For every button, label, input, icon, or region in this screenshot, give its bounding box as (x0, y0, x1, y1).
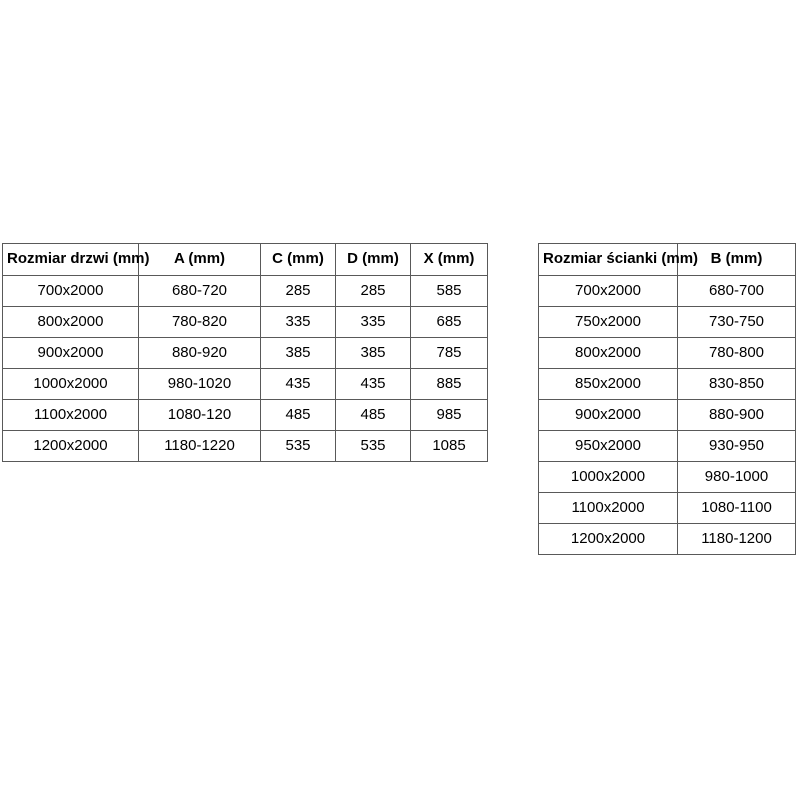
table-cell: 885 (411, 369, 488, 400)
table-cell: 785 (411, 338, 488, 369)
table-cell: 1080-120 (139, 400, 261, 431)
table-cell: 980-1000 (678, 462, 796, 493)
table-row (3, 431, 488, 462)
table-cell: 1200x2000 (3, 431, 139, 462)
table-cell: 385 (261, 338, 336, 369)
table-cell: 435 (261, 369, 336, 400)
table-cell: 800x2000 (539, 338, 678, 369)
table-cell: 700x2000 (539, 276, 678, 307)
table-cell: 1000x2000 (539, 462, 678, 493)
table-cell: 680-720 (139, 276, 261, 307)
table-cell: 680-700 (678, 276, 796, 307)
column-header: X (mm) (411, 244, 488, 276)
wall-sizes-table (538, 243, 796, 555)
table-cell: 1080-1100 (678, 493, 796, 524)
table-cell: 750x2000 (539, 307, 678, 338)
column-header: C (mm) (261, 244, 336, 276)
table-cell: 985 (411, 400, 488, 431)
table-cell: 700x2000 (3, 276, 139, 307)
table-row (539, 400, 796, 431)
table-cell: 980-1020 (139, 369, 261, 400)
table-row (539, 431, 796, 462)
table-cell: 335 (261, 307, 336, 338)
table-cell: 685 (411, 307, 488, 338)
table-cell: 385 (336, 338, 411, 369)
table-cell: 800x2000 (3, 307, 139, 338)
table-cell: 1100x2000 (539, 493, 678, 524)
table-cell: 880-920 (139, 338, 261, 369)
table-cell: 900x2000 (3, 338, 139, 369)
table-cell: 730-750 (678, 307, 796, 338)
table-row (539, 338, 796, 369)
table-cell: 900x2000 (539, 400, 678, 431)
table-cell: 1180-1200 (678, 524, 796, 555)
table-row (539, 276, 796, 307)
table-cell: 930-950 (678, 431, 796, 462)
table-row (539, 462, 796, 493)
column-header: B (mm) (678, 244, 796, 276)
column-header: D (mm) (336, 244, 411, 276)
table-row (539, 369, 796, 400)
table-row (539, 307, 796, 338)
door-sizes-table (2, 243, 488, 462)
table-cell: 535 (336, 431, 411, 462)
table-cell: 850x2000 (539, 369, 678, 400)
table-cell: 1100x2000 (3, 400, 139, 431)
table-cell: 585 (411, 276, 488, 307)
table-cell: 950x2000 (539, 431, 678, 462)
table-cell: 485 (261, 400, 336, 431)
table-header-row (539, 244, 796, 276)
column-header: Rozmiar drzwi (mm) (3, 244, 139, 276)
column-header: A (mm) (139, 244, 261, 276)
table-header-row (3, 244, 488, 276)
table-cell: 880-900 (678, 400, 796, 431)
table-cell: 1085 (411, 431, 488, 462)
table-row (3, 307, 488, 338)
table-cell: 535 (261, 431, 336, 462)
table-row (3, 338, 488, 369)
table-cell: 830-850 (678, 369, 796, 400)
table-cell: 335 (336, 307, 411, 338)
table-row (539, 524, 796, 555)
table-cell: 780-800 (678, 338, 796, 369)
table-cell: 1200x2000 (539, 524, 678, 555)
table-cell: 485 (336, 400, 411, 431)
table-cell: 285 (336, 276, 411, 307)
table-row (3, 400, 488, 431)
table-row (3, 369, 488, 400)
table-cell: 780-820 (139, 307, 261, 338)
table-cell: 1180-1220 (139, 431, 261, 462)
table-cell: 1000x2000 (3, 369, 139, 400)
table-row (539, 493, 796, 524)
table-cell: 435 (336, 369, 411, 400)
table-cell: 285 (261, 276, 336, 307)
table-row (3, 276, 488, 307)
column-header: Rozmiar ścianki (mm) (539, 244, 678, 276)
